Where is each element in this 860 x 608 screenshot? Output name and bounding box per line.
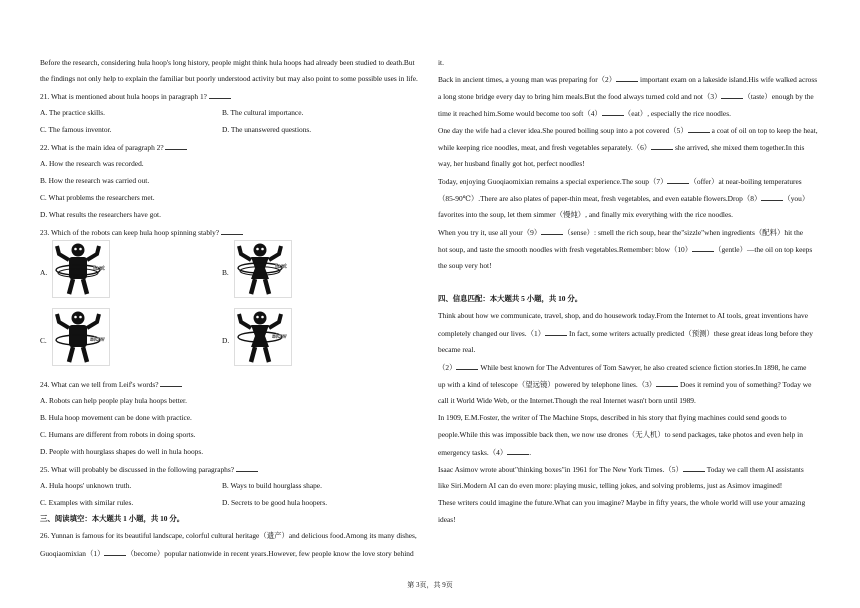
text-segment: （taste）enough by the bbox=[743, 92, 814, 101]
text-line: the soup very hot! bbox=[438, 261, 492, 270]
answer-blank[interactable] bbox=[236, 464, 258, 472]
robot-fast-icon bbox=[234, 240, 292, 298]
text-line bbox=[438, 142, 804, 153]
option-c[interactable]: C. Examples with similar rules. bbox=[40, 498, 134, 507]
answer-blank[interactable] bbox=[651, 142, 673, 150]
option-d[interactable]: D. The unanswered questions. bbox=[222, 125, 312, 134]
text-segment: Does it remind you of something? Today we bbox=[680, 380, 812, 389]
text-segment: Today, enjoying Guoqiaomixian remains a special experience.The soup（7） bbox=[438, 177, 668, 186]
robot-c-image[interactable] bbox=[52, 308, 110, 366]
text-line bbox=[438, 328, 813, 339]
robot-speed-label: fast bbox=[93, 265, 105, 272]
text-line: way, her husband finally got hot, perfect noodles! bbox=[438, 159, 585, 168]
text-line: Before the research, considering hula hoop's long history, people might think hula hoops had already been studied to death.But bbox=[40, 58, 415, 67]
text-segment: a long stone bridge every day to bring him meals.But the food always turned cold and not（3） bbox=[438, 92, 722, 101]
robot-speed-label: slow bbox=[272, 333, 287, 340]
option-a[interactable]: A. Robots can help people play hula hoops better. bbox=[40, 396, 187, 405]
text-segment: a coat of oil on top to keep the heat, bbox=[711, 126, 818, 135]
option-c[interactable]: C. The famous inventor. bbox=[40, 125, 112, 134]
text-line bbox=[438, 244, 812, 255]
answer-blank[interactable] bbox=[688, 125, 710, 133]
text-line bbox=[438, 379, 811, 390]
robot-slow-icon bbox=[234, 308, 292, 366]
text-segment: emergency tasks.（4） bbox=[438, 448, 508, 457]
text-segment: In fact, some writers actually predicted（预测）these great ideas long before they bbox=[569, 329, 814, 338]
text-line: ideas! bbox=[438, 515, 456, 524]
answer-blank[interactable] bbox=[165, 142, 187, 150]
answer-blank[interactable] bbox=[692, 244, 714, 252]
answer-blank[interactable] bbox=[221, 227, 243, 235]
robot-slow-icon bbox=[52, 308, 110, 366]
answer-blank[interactable] bbox=[602, 108, 624, 116]
question-text: 21. What is mentioned about hula hoops in paragraph 1? bbox=[40, 92, 207, 101]
text-segment: Guoqiaomixian（1） bbox=[40, 549, 105, 558]
text-line: These writers could imagine the future.What can you imagine? Maybe in fifty years, the whole world will use your amazing bbox=[438, 498, 806, 507]
answer-blank[interactable] bbox=[656, 379, 678, 387]
text-segment: up with a kind of telescope（望远镜）powered by telephone lines.（3） bbox=[438, 380, 657, 389]
question-text: 25. What will probably be discussed in the following paragraphs? bbox=[40, 465, 235, 474]
text-segment: One day the wife had a clever idea.She poured boiling soup into a pot covered（5） bbox=[438, 126, 688, 135]
text-segment: while keeping rice noodles, meat, and fresh vegetables separately.（6） bbox=[438, 143, 652, 152]
question-23 bbox=[40, 227, 243, 238]
option-b[interactable]: B. Ways to build hourglass shape. bbox=[222, 481, 322, 490]
text-segment: （eat）, especially the rice noodles. bbox=[623, 109, 731, 118]
text-segment: （sense）: smell the rich soup, hear the"sizzle"when ingredients（配料）hit the bbox=[563, 228, 804, 237]
text-line: call it World Wide Web, or the Internet.Though the real Internet wasn't born until 1989. bbox=[438, 396, 696, 405]
answer-blank[interactable] bbox=[507, 447, 532, 457]
text-line bbox=[438, 176, 802, 187]
option-d[interactable]: D. Secrets to be good hula hoopers. bbox=[222, 498, 328, 507]
text-segment: （you） bbox=[783, 194, 810, 203]
option-b[interactable]: B. The cultural importance. bbox=[222, 108, 304, 117]
option-a[interactable]: A. Hula hoops' unknown truth. bbox=[40, 481, 132, 490]
option-b-letter[interactable]: B. bbox=[222, 268, 229, 277]
option-a-letter[interactable]: A. bbox=[40, 268, 48, 277]
robot-speed-label: fast bbox=[275, 263, 287, 270]
answer-blank[interactable] bbox=[541, 227, 563, 235]
answer-blank[interactable] bbox=[545, 328, 567, 336]
option-a[interactable]: A. How the research was recorded. bbox=[40, 159, 144, 168]
text-segment: she arrived, she mixed them together.In this bbox=[675, 143, 805, 152]
option-c[interactable]: C. What problems the researchers met. bbox=[40, 193, 155, 202]
text-segment: completely changed our lives.（1） bbox=[438, 329, 546, 338]
robot-speed-label: slow bbox=[90, 336, 105, 343]
robot-a-image[interactable] bbox=[52, 240, 110, 298]
question-text: 23. Which of the robots can keep hula hoop spinning stably? bbox=[40, 228, 220, 237]
text-line bbox=[438, 91, 814, 102]
text-segment: important exam on a lakeside island.His wife walked across bbox=[640, 75, 818, 84]
text-segment: Back in ancient times, a young man was preparing for（2） bbox=[438, 75, 617, 84]
option-d-letter[interactable]: D. bbox=[222, 336, 230, 345]
text-line: people.While this was impossible back then, we now use drones（无人机）to send packages, take photos and even help in bbox=[438, 430, 803, 439]
question-22 bbox=[40, 142, 187, 153]
text-line: like Siri.Modern AI can do even more: playing music, telling jokes, and solving problems, just as Asimov imagined! bbox=[438, 481, 783, 490]
robot-b-image[interactable] bbox=[234, 240, 292, 298]
option-b[interactable]: B. How the research was carried out. bbox=[40, 176, 150, 185]
text-line: favorites into the soup, let them simmer（慢炖）, and finally mix everything with the rice noodles. bbox=[438, 210, 733, 219]
question-21 bbox=[40, 91, 231, 102]
question-24 bbox=[40, 379, 182, 390]
robot-fast-icon bbox=[52, 240, 110, 298]
answer-blank[interactable] bbox=[683, 464, 705, 472]
answer-blank[interactable] bbox=[456, 362, 478, 370]
text-line bbox=[438, 193, 809, 204]
text-line bbox=[438, 227, 803, 238]
robot-d-image[interactable] bbox=[234, 308, 292, 366]
page-footer: 第 3页，共 9页 bbox=[407, 581, 453, 589]
text-line: it. bbox=[438, 58, 444, 67]
question-text: 24. What can we tell from Leif's words? bbox=[40, 380, 159, 389]
answer-blank[interactable] bbox=[616, 74, 638, 82]
answer-blank[interactable] bbox=[667, 176, 689, 184]
text-line bbox=[438, 108, 731, 119]
text-line: Think about how we communicate, travel, shop, and do housework today.From the Internet to AI tools, great inventions have bbox=[438, 311, 808, 320]
answer-blank[interactable] bbox=[209, 91, 231, 99]
answer-blank[interactable] bbox=[721, 91, 743, 99]
text-segment: （offer）at near-boiling temperatures bbox=[689, 177, 802, 186]
text-line: 26. Yunnan is famous for its beautiful landscape, colorful cultural heritage（遗产）and delicious food.Among its many dishes, bbox=[40, 531, 417, 540]
text-segment: Isaac Asimov wrote about"thinking boxes"in 1961 for The New York Times.（5） bbox=[438, 465, 683, 474]
text-line bbox=[438, 464, 804, 475]
text-line bbox=[438, 74, 817, 85]
option-d[interactable]: D. People with hourglass shapes do well in hula hoops. bbox=[40, 447, 204, 456]
question-text: 22. What is the main idea of paragraph 2? bbox=[40, 143, 164, 152]
text-segment: （become）popular nationwide in recent years.However, few people know the love story behind bbox=[126, 549, 414, 558]
question-25 bbox=[40, 464, 258, 475]
answer-blank[interactable] bbox=[104, 548, 126, 556]
text-line: the findings not only help to explain the familiar but poorly understood activity but may also point to some possible uses in life. bbox=[40, 74, 418, 83]
answer-blank[interactable] bbox=[761, 193, 783, 201]
option-c-letter[interactable]: C. bbox=[40, 336, 47, 345]
text-segment: While best known for The Adventures of Tom Sawyer, he also created science fiction stories.In 1898, he came bbox=[480, 363, 807, 372]
text-segment: . bbox=[529, 448, 532, 457]
section-heading: 三、阅读填空：本大题共 1 小题，共 10 分。 bbox=[40, 514, 185, 523]
text-line: became real. bbox=[438, 345, 476, 354]
text-line: In 1909, E.M.Foster, the writer of The Machine Stops, described in his story that flying machines could send goods to bbox=[438, 413, 787, 422]
text-segment: Today we call them AI assistants bbox=[706, 465, 804, 474]
text-segment: time it reached him.Some would become too soft（4） bbox=[438, 109, 602, 118]
option-c[interactable]: C. Humans are different from robots in doing sports. bbox=[40, 430, 196, 439]
text-segment: （gentle）—the oil on top keeps bbox=[714, 245, 813, 254]
section-heading: 四、信息匹配：本大题共 5 小题，共 10 分。 bbox=[438, 294, 583, 303]
option-d[interactable]: D. What results the researchers have got. bbox=[40, 210, 161, 219]
text-line bbox=[438, 447, 531, 458]
text-line bbox=[438, 362, 806, 373]
text-line bbox=[40, 548, 414, 559]
text-segment: hot soup, and taste the smooth noodles with fresh vegetables.Remember: blow（10） bbox=[438, 245, 693, 254]
option-a[interactable]: A. The practice skills. bbox=[40, 108, 105, 117]
text-segment: When you try it, use all your（9） bbox=[438, 228, 542, 237]
text-line bbox=[438, 125, 818, 136]
option-b[interactable]: B. Hula hoop movement can be done with practice. bbox=[40, 413, 192, 422]
text-segment: （85-90℃）.There are also plates of paper-thin meat, fresh vegetables, and even eatable flowers.Drop（8） bbox=[438, 194, 762, 203]
answer-blank[interactable] bbox=[160, 379, 182, 387]
text-segment: （2） bbox=[438, 363, 457, 372]
